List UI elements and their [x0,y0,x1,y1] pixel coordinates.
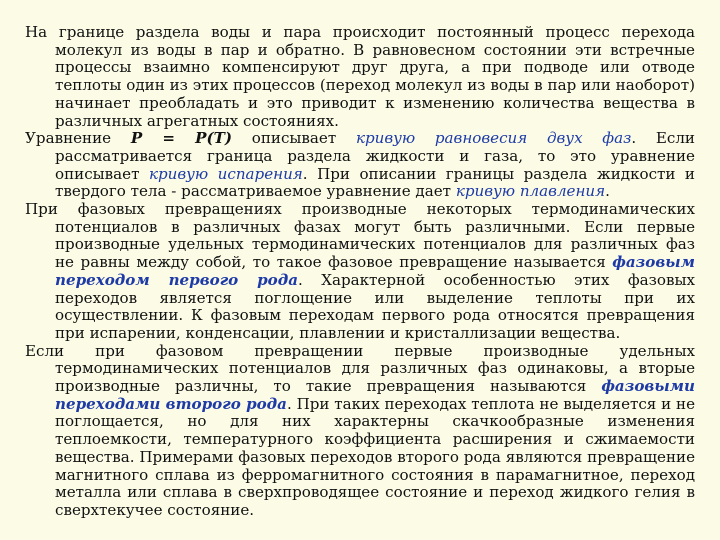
highlighted-term: фазовыми переходами второго рода [55,377,695,413]
paragraph-text: . [605,182,610,201]
formula-text: P = P(T) [130,129,233,148]
paragraph-text: . Если рассматривается граница раздела жидкости и газа, то это уравнение описывает [55,129,695,183]
paragraph-text: На границе раздела воды и пара происходит постоянный процесс перехода молекул из воды в пар и обратно. В равновесном состоянии эти встречные процессы взаимно компенсируют друг друга, а при подводе или отводе теплоты один из этих процессов (переход молекул из воды в пар или наоборот) начинает преобладать и это приводит к изменению количества вещества в различных агрегатных состояниях. [25,23,695,130]
paragraph-second-order-transition [25,343,695,520]
paragraph-equilibrium-curve [25,130,695,201]
paragraph-text: . При таких переходах теплота не выделяется и не поглощается, но для них характерны скачкообразные изменения теплоемкости, температурного коэффициента расширения и сжимаемости вещества. Примерами фазовых переходов второго рода являются превращение магнитного сплава из ферромагнитного состояния в парамагнитное, переход металла или сплава в сверхпроводящее состояние и переход жидкого гелия в сверхтекучее состояние. [55,394,695,519]
paragraph-evaporation-process [25,24,695,130]
text-block [25,24,695,520]
paragraph-first-order-transition [25,201,695,343]
paragraph-text: Уравнение [25,129,131,148]
highlighted-term: кривую плавления [455,182,606,201]
paragraph-text: Если при фазовом превращении первые производные удельных термодинамических потенциалов для различных фаз одинаковы, а вторые производные различны, то такие превращения называются [25,341,695,396]
paragraph-text: описывает [232,129,356,148]
paragraph-text: . При описании границы раздела жидкости и твердого тела - рассматриваемое уравнение дает [55,164,695,201]
highlighted-term: фазовым переходом первого рода [55,253,695,289]
paragraph-text: При фазовых превращениях производные некоторых термодинамических потенциалов в различных фазах могут быть различными. Если первые производные удельных термодинамических потенциалов для различных фаз не равны между собой, то такое фазовое превращение называется [25,200,695,272]
highlighted-term: кривую испарения [148,164,303,183]
paragraph-text: . Характерной особенностью этих фазовых переходов является поглощение или выделение теплоты при их осуществлении. К фазовым переходам первого рода относятся превращения при испарении, конденсации, плавлении и кристаллизации вещества. [55,270,695,342]
highlighted-term: кривую равновесия двух фаз [355,129,632,148]
